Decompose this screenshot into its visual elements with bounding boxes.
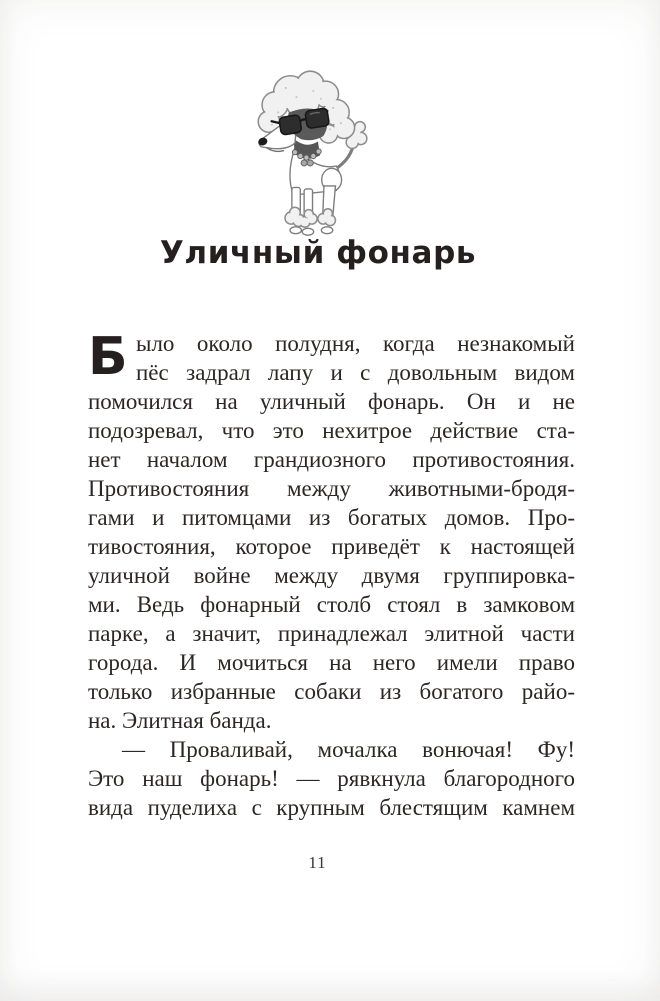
text-line: Противостояния между животными-бродя-: [88, 476, 575, 501]
text-line: только избранные собаки из богатого райо-: [88, 679, 575, 704]
text-line: — Проваливай, мочалка вонючая! Фу!: [122, 737, 575, 762]
drop-cap: Б: [88, 327, 128, 387]
poodle-illustration: [246, 68, 376, 238]
text-line: парке, а значит, принадлежал элитной части: [88, 621, 575, 646]
chapter-illustration: [0, 68, 641, 238]
text-line: вида пуделиха с крупным блестящим камнем: [88, 795, 575, 820]
text-line: пёс задрал лапу и с довольным видом: [136, 360, 575, 385]
text-line: на. Элитная банда.: [88, 708, 272, 733]
text-line: помочился на уличный фонарь. Он и не: [88, 389, 575, 414]
text-line: ыло около полудня, когда незнакомый: [136, 331, 575, 356]
text-line: подозревал, что это нехитрое действие ста-: [88, 418, 575, 443]
text-line: нет началом грандиозного противостояния.: [88, 447, 575, 472]
chapter-title: Уличный фонарь: [159, 235, 477, 271]
text-line: гами и питомцами из богатых домов. Про-: [88, 505, 575, 530]
text-line: Это наш фонарь! — рявкнула благородного: [88, 766, 575, 791]
page-number: 11: [308, 853, 327, 872]
body-text: [88, 329, 575, 822]
text-line: города. И мочиться на него имели право: [88, 650, 575, 675]
text-line: тивостояния, которое приведёт к настоящей: [88, 534, 575, 559]
text-line: ми. Ведь фонарный столб стоял в замковом: [88, 592, 575, 617]
poodle-ankle-pompoms: [285, 207, 335, 227]
text-line: уличной войне между двумя группировка-: [88, 563, 575, 588]
